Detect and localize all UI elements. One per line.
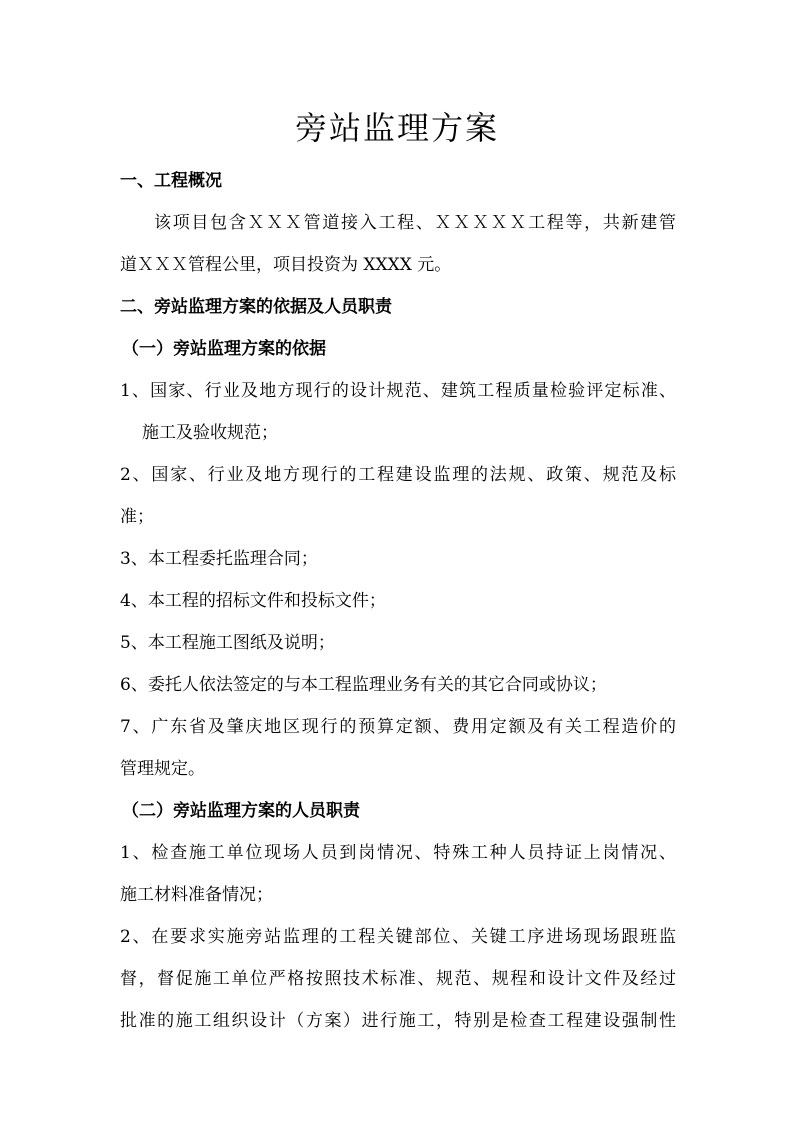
paragraph-line: 道ＸＸＸ管程公里，项目投资为 XXXX 元。 bbox=[120, 255, 452, 275]
paragraph-line: 施工及验收规范； bbox=[142, 423, 278, 443]
paragraph-line: 1、国家、行业及地方现行的设计规范、建筑工程质量检验评定标准、 bbox=[120, 381, 676, 401]
paragraph-line: 2、在要求实施旁站监理的工程关键部位、关键工序进场现场跟班监 bbox=[120, 927, 676, 947]
paragraph-line: 督，督促施工单位严格按照技术标准、规范、规程和设计文件及经过 bbox=[120, 969, 676, 989]
paragraph-line: 1、检查施工单位现场人员到岗情况、特殊工种人员持证上岗情况、 bbox=[120, 843, 676, 863]
document-title: 旁站监理方案 bbox=[294, 109, 499, 147]
paragraph-line: 4、本工程的招标文件和投标文件； bbox=[120, 591, 386, 611]
subsection-heading: （一）旁站监理方案的依据 bbox=[122, 339, 326, 359]
paragraph-line: 6、委托人依法签定的与本工程监理业务有关的其它合同或协议； bbox=[120, 675, 607, 695]
paragraph-line: 准； bbox=[120, 507, 154, 527]
paragraph-line: 7、广东省及肇庆地区现行的预算定额、费用定额及有关工程造价的 bbox=[120, 717, 676, 737]
section-heading: 二、旁站监理方案的依据及人员职责 bbox=[120, 297, 392, 317]
document-body bbox=[120, 160, 676, 1042]
paragraph-line: 3、本工程委托监理合同； bbox=[120, 549, 318, 569]
paragraph-line: 5、本工程施工图纸及说明； bbox=[120, 633, 335, 653]
paragraph-line: 批准的施工组织设计（方案）进行施工，特别是检查工程建设强制性 bbox=[120, 1011, 676, 1031]
paragraph-line: 该项目包含ＸＸＸ管道接入工程、ＸＸＸＸＸ工程等，共新建管 bbox=[154, 213, 676, 233]
paragraph-line: 管理规定。 bbox=[120, 759, 205, 779]
paragraph-line: 2、国家、行业及地方现行的工程建设监理的法规、政策、规范及标 bbox=[120, 465, 676, 485]
subsection-heading: （二）旁站监理方案的人员职责 bbox=[122, 801, 360, 821]
paragraph-line: 施工材料准备情况； bbox=[120, 885, 273, 905]
section-heading: 一、工程概况 bbox=[120, 171, 222, 191]
